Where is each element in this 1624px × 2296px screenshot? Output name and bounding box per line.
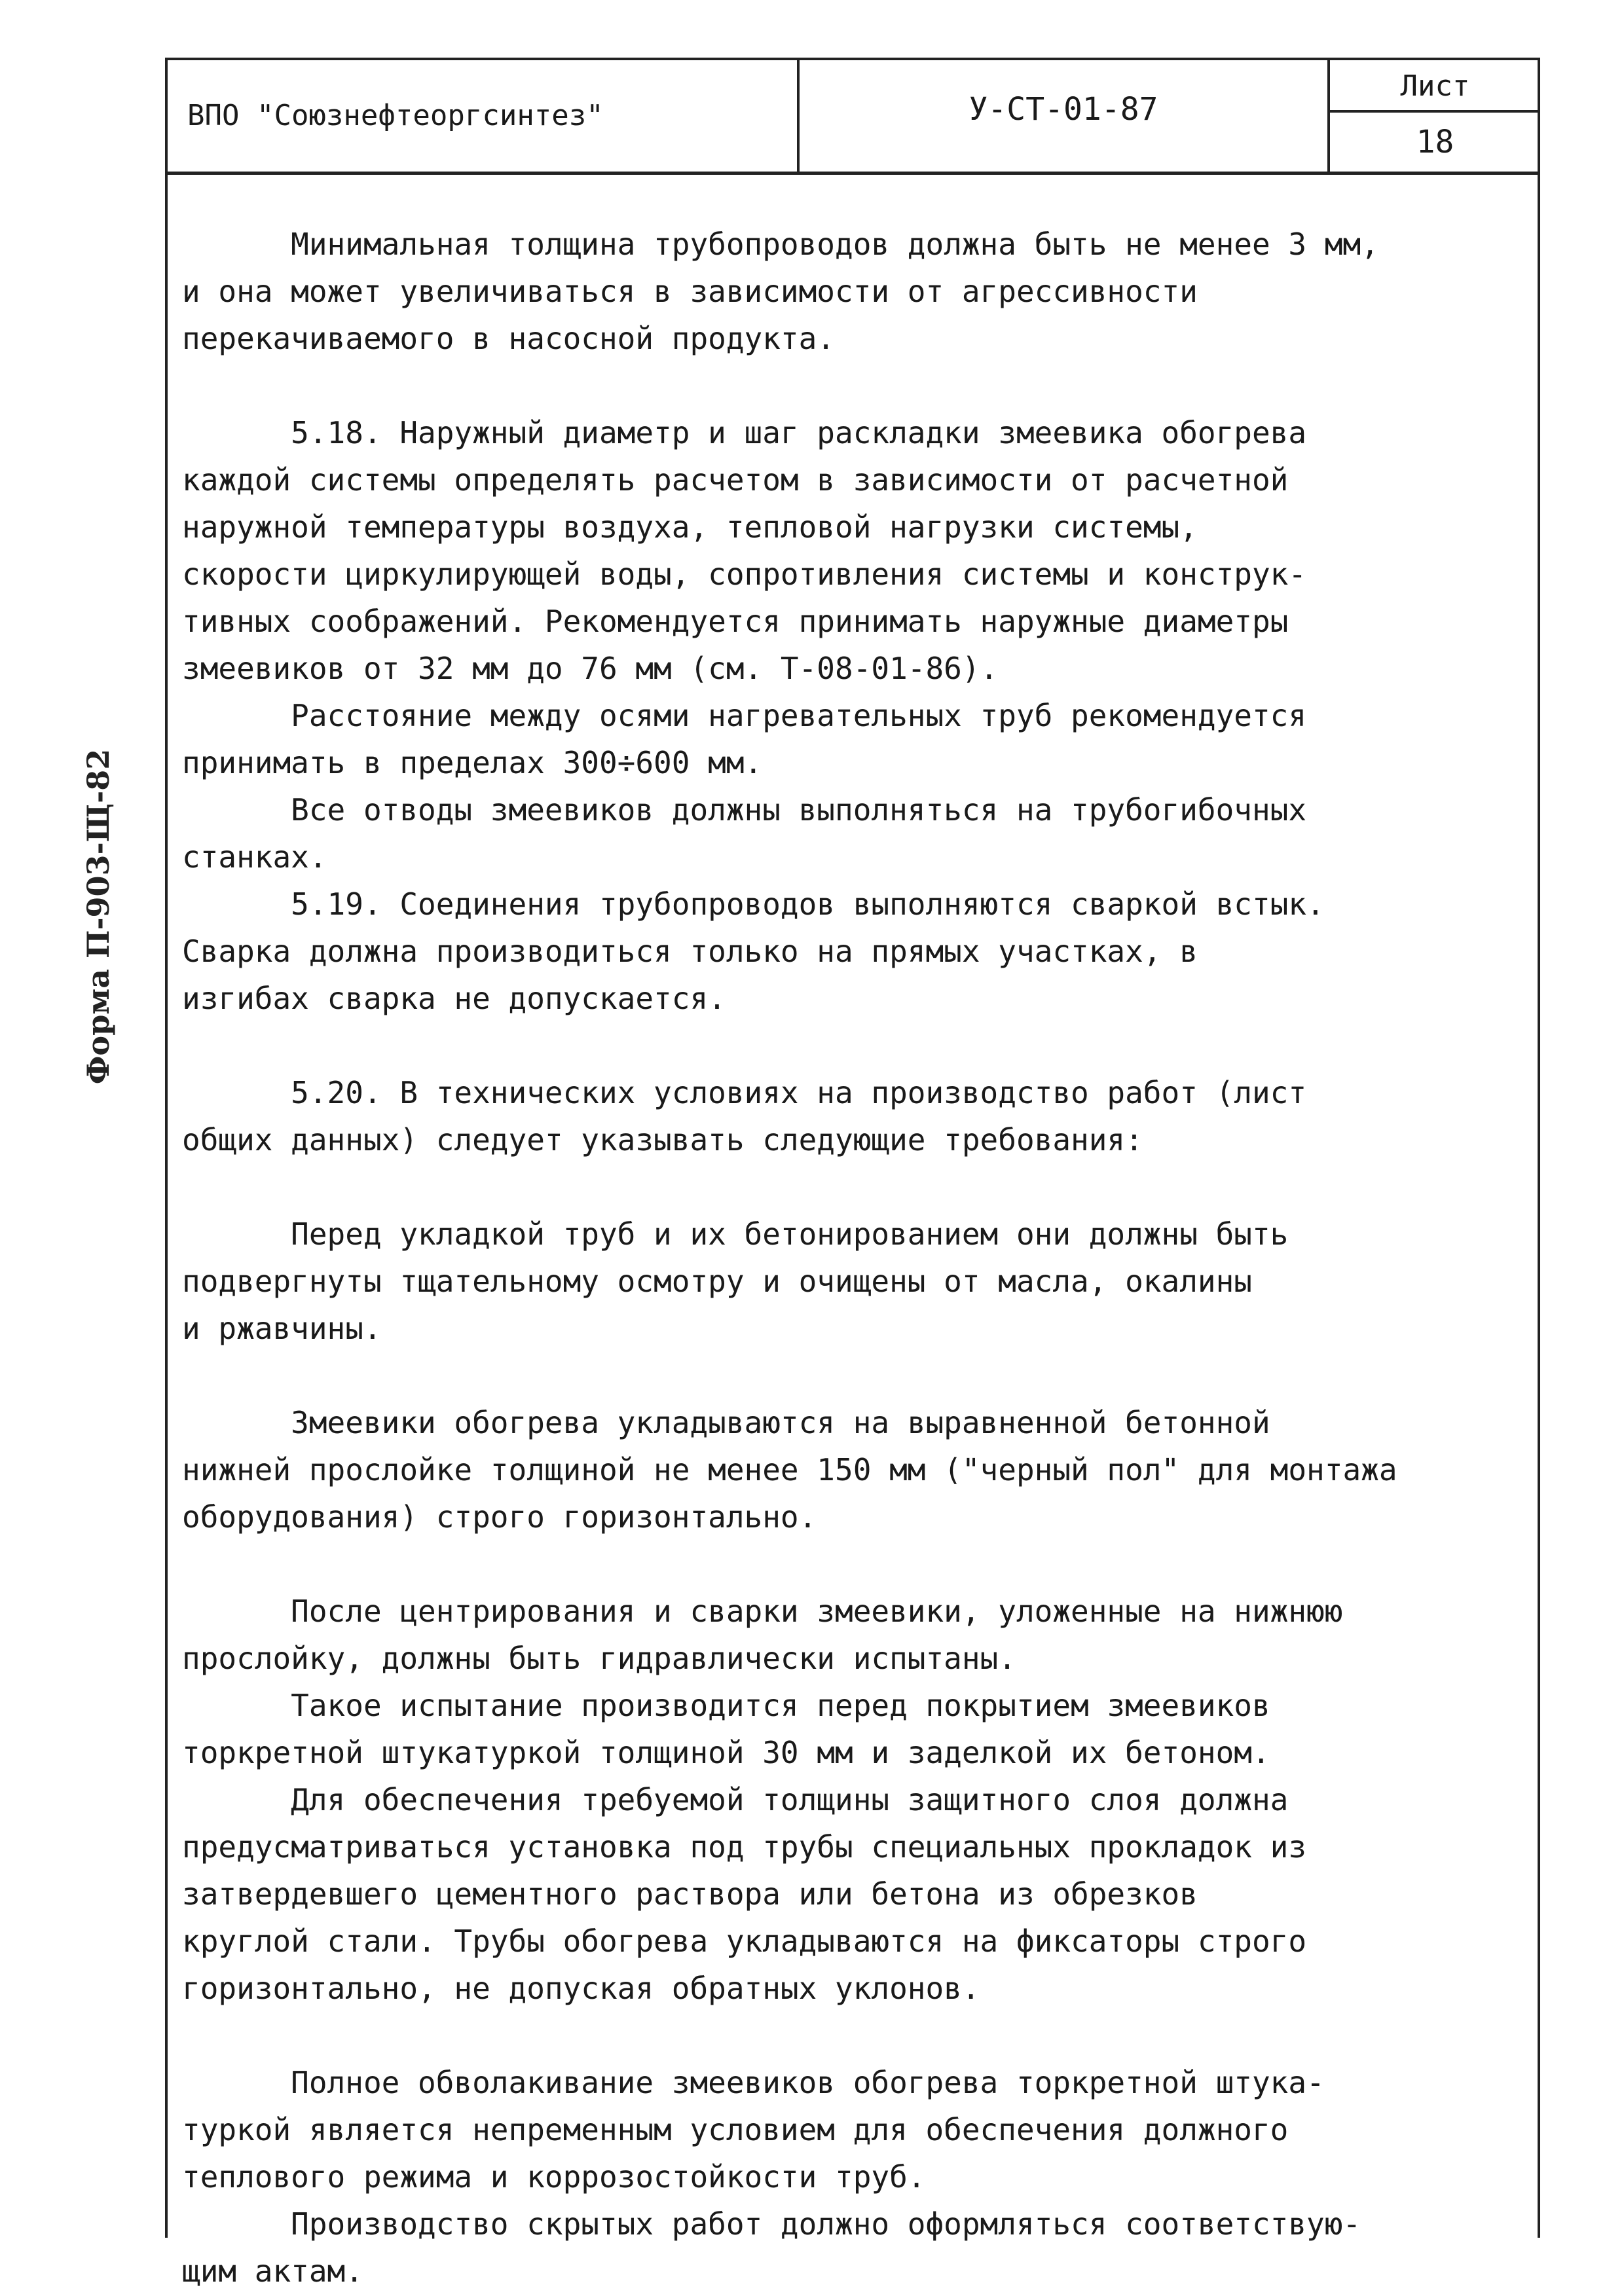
text-line: торкретной штукатуркой толщиной 30 мм и заделкой их бетоном. (182, 1735, 1270, 1770)
text-line: 5.19. Соединения трубопроводов выполняются сваркой встык. (182, 886, 1325, 922)
title-block (168, 60, 1538, 175)
sheet-box (1330, 60, 1540, 172)
text-line: Полное обволакивание змеевиков обогрева торкретной штука- (182, 2065, 1325, 2100)
text-line: перекачиваемого в насосной продукта. (182, 321, 835, 356)
text-line: горизонтально, не допуская обратных уклонов. (182, 1971, 980, 2006)
text-line: туркой является непременным условием для обеспечения должного (182, 2112, 1289, 2147)
text-line: Перед укладкой труб и их бетонированием они должны быть (182, 1216, 1289, 1252)
text-line: изгибах сварка не допускается. (182, 981, 726, 1016)
text-line: затвердевшего цементного раствора или бетона из обрезков (182, 1876, 1198, 1912)
blank-line (182, 362, 1531, 409)
text-line: тивных соображений. Рекомендуется принимать наружные диаметры (182, 604, 1289, 639)
text-line: Все отводы змеевиков должны выполняться на трубогибочных (182, 792, 1307, 828)
text-line: 5.18. Наружный диаметр и шаг раскладки змеевика обогрева (182, 415, 1307, 450)
organization-name: ВПО "Союзнефтеоргсинтез" (168, 60, 800, 172)
text-line: принимать в пределах 300÷600 мм. (182, 745, 763, 780)
text-line: щим актам. (182, 2253, 363, 2289)
sheet-number: 18 (1416, 124, 1454, 160)
sheet-label: Лист (1330, 60, 1540, 113)
text-line: Сварка должна производиться только на прямых участках, в (182, 934, 1198, 969)
text-line: змеевиков от 32 мм до 76 мм (см. Т-08-01-86). (182, 651, 999, 686)
text-line: Для обеспечения требуемой толщины защитного слоя должна (182, 1782, 1289, 1817)
text-line: и она может увеличиваться в зависимости от агрессивности (182, 274, 1198, 309)
page-frame (165, 58, 1540, 2289)
text-line: подвергнуты тщательному осмотру и очищены от масла, окалины (182, 1264, 1252, 1299)
text-line: 5.20. В технических условиях на производство работ (лист (182, 1075, 1307, 1110)
blank-line (182, 1022, 1531, 1069)
document-body (182, 221, 1531, 2295)
text-line: общих данных) следует указывать следующие требования: (182, 1122, 1143, 1157)
text-line: наружной температуры воздуха, тепловой нагрузки системы, (182, 509, 1198, 545)
text-line: предусматриваться установка под трубы специальных прокладок из (182, 1829, 1307, 1865)
text-line: станках. (182, 839, 327, 875)
document-code: У-СТ-01-87 (800, 60, 1330, 172)
text-line: Расстояние между осями нагревательных труб рекомендуется (182, 698, 1307, 733)
text-line: Такое испытание производится перед покрытием змеевиков (182, 1688, 1270, 1723)
text-line: и ржавчины. (182, 1311, 382, 1346)
blank-line (182, 2012, 1531, 2059)
text-line: Минимальная толщина трубопроводов должна быть не менее 3 мм, (182, 227, 1379, 262)
text-line: Производство скрытых работ должно оформляться соответствую- (182, 2206, 1361, 2242)
form-stamp: Форма П-903-Щ-82 (81, 748, 116, 1085)
text-line: теплового режима и коррозостойкости труб. (182, 2159, 926, 2195)
text-line: Змеевики обогрева укладываются на выравненной бетонной (182, 1405, 1270, 1440)
text-line: круглой стали. Трубы обогрева укладываются на фиксаторы строго (182, 1923, 1307, 1959)
text-line: скорости циркулирующей воды, сопротивления системы и конструк- (182, 556, 1307, 592)
text-line: нижней прослойке толщиной не менее 150 мм ("черный пол" для монтажа (182, 1452, 1397, 1487)
text-line: прослойку, должны быть гидравлически испытаны. (182, 1641, 1016, 1676)
blank-line (182, 1540, 1531, 1588)
text-line: оборудования) строго горизонтально. (182, 1499, 817, 1535)
text-line: каждой системы определять расчетом в зависимости от расчетной (182, 462, 1289, 498)
blank-line (182, 1352, 1531, 1399)
blank-line (182, 1163, 1531, 1211)
text-line: После центрирования и сварки змеевики, уложенные на нижнюю (182, 1594, 1343, 1629)
